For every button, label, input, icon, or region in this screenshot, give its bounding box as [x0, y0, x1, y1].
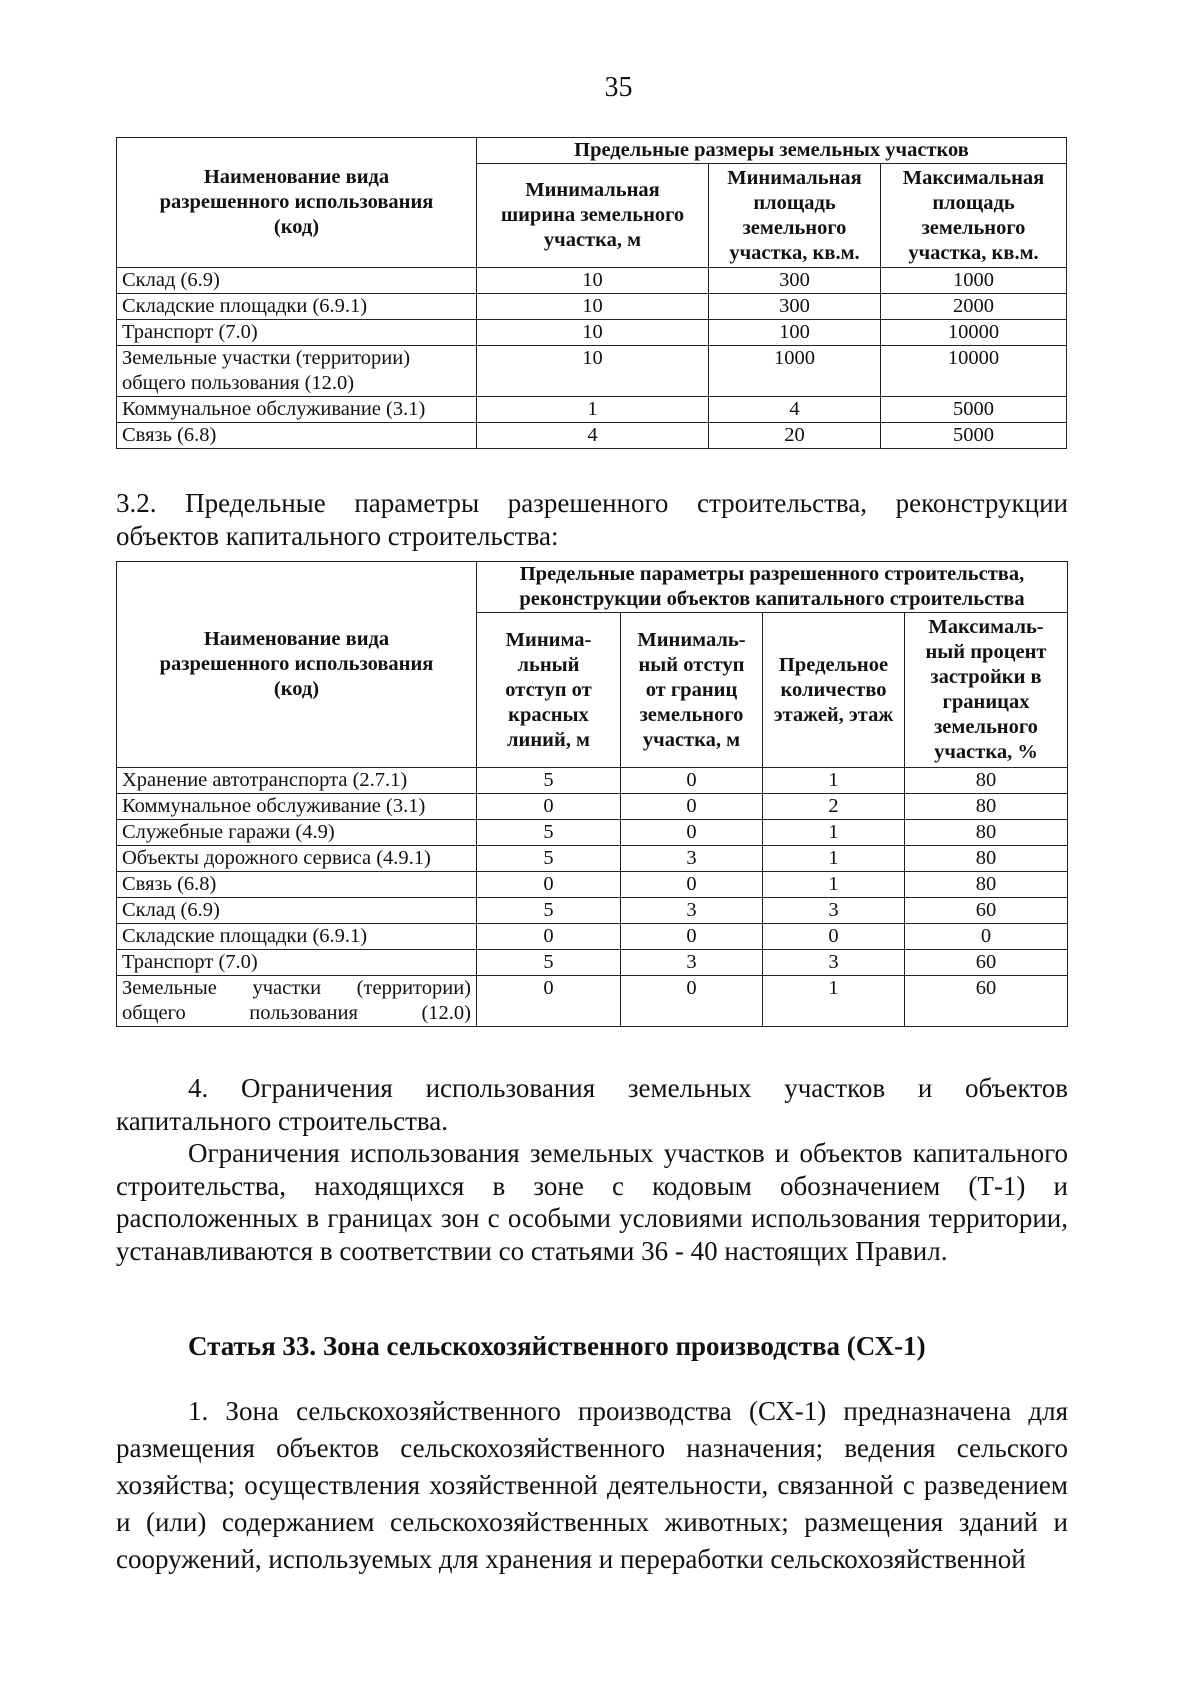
- group-header: Предельные размеры земельных участков: [477, 138, 1067, 164]
- row-value-v4: 80: [905, 794, 1068, 820]
- row-value-v3: 1: [763, 820, 905, 846]
- row-value-v3: 1: [763, 768, 905, 794]
- row-value-v4: 60: [905, 950, 1068, 976]
- row-use-type: Служебные гаражи (4.9): [117, 820, 477, 846]
- row-value-v2: 300: [709, 294, 881, 320]
- row-use-type: Транспорт (7.0): [117, 950, 477, 976]
- column-header-max-area: Максимальная площадь земельного участка, кв.м.: [881, 164, 1067, 268]
- table-row: [117, 294, 1067, 320]
- land-plot-size-table: [116, 137, 1067, 449]
- row-value-v1: 5: [477, 898, 621, 924]
- table-row: [117, 768, 1068, 794]
- row-value-v2: 0: [621, 820, 763, 846]
- row-value-v1: 1: [477, 397, 709, 423]
- row-use-type: Коммунальное обслуживание (3.1): [117, 794, 477, 820]
- row-use-type: Коммунальное обслуживание (3.1): [117, 397, 477, 423]
- row-value-v1: 4: [477, 423, 709, 449]
- article-33-paragraph-1: 1. Зона сельскохозяйственного производства (СХ-1) предназначена для размещения объектов сельскохозяйственного назначения; ведения сельского хозяйства; осуществления хозяйственной деятельности, связанной с разведением и (или) содержанием сельскохозяйственных животных; размещения зданий и сооружений, используемых для хранения и переработки сельскохозяйственной: [116, 1396, 1068, 1574]
- column-header-use-type: Наименование вида разрешенного использования (код): [117, 562, 477, 768]
- row-value-v3: 1000: [881, 268, 1067, 294]
- row-value-v1: 5: [477, 846, 621, 872]
- table-row: [117, 397, 1067, 423]
- row-value-v1: 5: [477, 950, 621, 976]
- row-value-v4: 80: [905, 846, 1068, 872]
- row-value-v4: 60: [905, 898, 1068, 924]
- row-value-v2: 100: [709, 320, 881, 346]
- table-row: [117, 950, 1068, 976]
- table-row: [117, 320, 1067, 346]
- column-header-min-width: Минимальная ширина земельного участка, м: [477, 164, 709, 268]
- table-row: [117, 423, 1067, 449]
- row-use-type: Транспорт (7.0): [117, 320, 477, 346]
- table-row: [117, 346, 1067, 397]
- row-value-v1: 5: [477, 820, 621, 846]
- table-row: [117, 924, 1068, 950]
- table-row: [117, 820, 1068, 846]
- row-value-v3: 5000: [881, 423, 1067, 449]
- row-value-v2: 3: [621, 950, 763, 976]
- row-value-v2: 300: [709, 268, 881, 294]
- row-use-type: Земельные участки (территории) общего пользования (12.0): [117, 346, 477, 397]
- row-value-v1: 0: [477, 924, 621, 950]
- row-use-type: Складские площадки (6.9.1): [117, 294, 477, 320]
- row-use-type: Склад (6.9): [117, 898, 477, 924]
- column-header-min-offset-borders: Минималь-ный отступ от границ земельного участка, м: [621, 613, 763, 768]
- table-row: [117, 846, 1068, 872]
- row-use-type: Хранение автотранспорта (2.7.1): [117, 768, 477, 794]
- row-value-v1: 0: [477, 976, 621, 1027]
- column-header-min-offset-red-lines: Минима-льный отступ от красных линий, м: [477, 613, 621, 768]
- row-value-v4: 60: [905, 976, 1068, 1027]
- row-value-v1: 0: [477, 872, 621, 898]
- row-value-v4: 0: [905, 924, 1068, 950]
- row-value-v3: 1: [763, 846, 905, 872]
- row-value-v2: 0: [621, 768, 763, 794]
- row-value-v2: 20: [709, 423, 881, 449]
- row-value-v2: 4: [709, 397, 881, 423]
- row-value-v4: 80: [905, 768, 1068, 794]
- row-value-v4: 80: [905, 820, 1068, 846]
- table-row: [117, 898, 1068, 924]
- row-value-v3: 10000: [881, 346, 1067, 397]
- row-value-v3: 1: [763, 872, 905, 898]
- section-3-2-text: 3.2. Предельные параметры разрешенного строительства, реконструкции объектов капитального строительства:: [116, 488, 1068, 551]
- row-value-v1: 10: [477, 268, 709, 294]
- row-value-v1: 5: [477, 768, 621, 794]
- row-value-v3: 0: [763, 924, 905, 950]
- row-use-type: Связь (6.8): [117, 423, 477, 449]
- row-value-v2: 3: [621, 898, 763, 924]
- row-value-v3: 1: [763, 976, 905, 1027]
- article-33-heading: Статья 33. Зона сельскохозяйственного производства (СХ-1): [188, 1331, 926, 1361]
- row-use-type: Объекты дорожного сервиса (4.9.1): [117, 846, 477, 872]
- table-row: [117, 976, 1068, 1027]
- table-row: [117, 872, 1068, 898]
- section-4-title: 4. Ограничения использования земельных участков и объектов капитального строительства.: [116, 1073, 1068, 1136]
- row-use-type: Связь (6.8): [117, 872, 477, 898]
- group-header: Предельные параметры разрешенного строительства, реконструкции объектов капитального строительства: [477, 562, 1068, 613]
- column-header-max-coverage: Максималь-ный процент застройки в границах земельного участка, %: [905, 613, 1068, 768]
- row-value-v3: 10000: [881, 320, 1067, 346]
- row-value-v3: 3: [763, 898, 905, 924]
- row-value-v3: 2: [763, 794, 905, 820]
- row-value-v1: 10: [477, 346, 709, 397]
- table-row: [117, 268, 1067, 294]
- row-use-type: Склад (6.9): [117, 268, 477, 294]
- column-header-use-type: Наименование вида разрешенного использования (код): [117, 138, 477, 268]
- table-row: [117, 794, 1068, 820]
- construction-parameters-table: [116, 561, 1068, 1027]
- row-value-v3: 2000: [881, 294, 1067, 320]
- row-value-v2: 0: [621, 976, 763, 1027]
- row-value-v3: 5000: [881, 397, 1067, 423]
- row-value-v2: 1000: [709, 346, 881, 397]
- row-value-v1: 0: [477, 794, 621, 820]
- section-4-body: Ограничения использования земельных участков и объектов капитального строительства, находящихся в зоне с кодовым обозначением (Т-1) и расположенных в границах зон с особыми условиями использования территории, устанавливаются в соответствии со статьями 36 - 40 настоящих Правил.: [116, 1138, 1068, 1266]
- row-use-type: Складские площадки (6.9.1): [117, 924, 477, 950]
- row-value-v2: 3: [621, 846, 763, 872]
- row-value-v2: 0: [621, 924, 763, 950]
- row-value-v2: 0: [621, 794, 763, 820]
- row-value-v2: 0: [621, 872, 763, 898]
- row-value-v1: 10: [477, 320, 709, 346]
- row-value-v4: 80: [905, 872, 1068, 898]
- row-use-type: Земельные участки (территории) общего пользования (12.0): [117, 976, 477, 1027]
- column-header-max-floors: Предельное количество этажей, этаж: [763, 613, 905, 768]
- page-number: 35: [604, 72, 633, 103]
- column-header-min-area: Минимальная площадь земельного участка, кв.м.: [709, 164, 881, 268]
- row-value-v3: 3: [763, 950, 905, 976]
- row-value-v1: 10: [477, 294, 709, 320]
